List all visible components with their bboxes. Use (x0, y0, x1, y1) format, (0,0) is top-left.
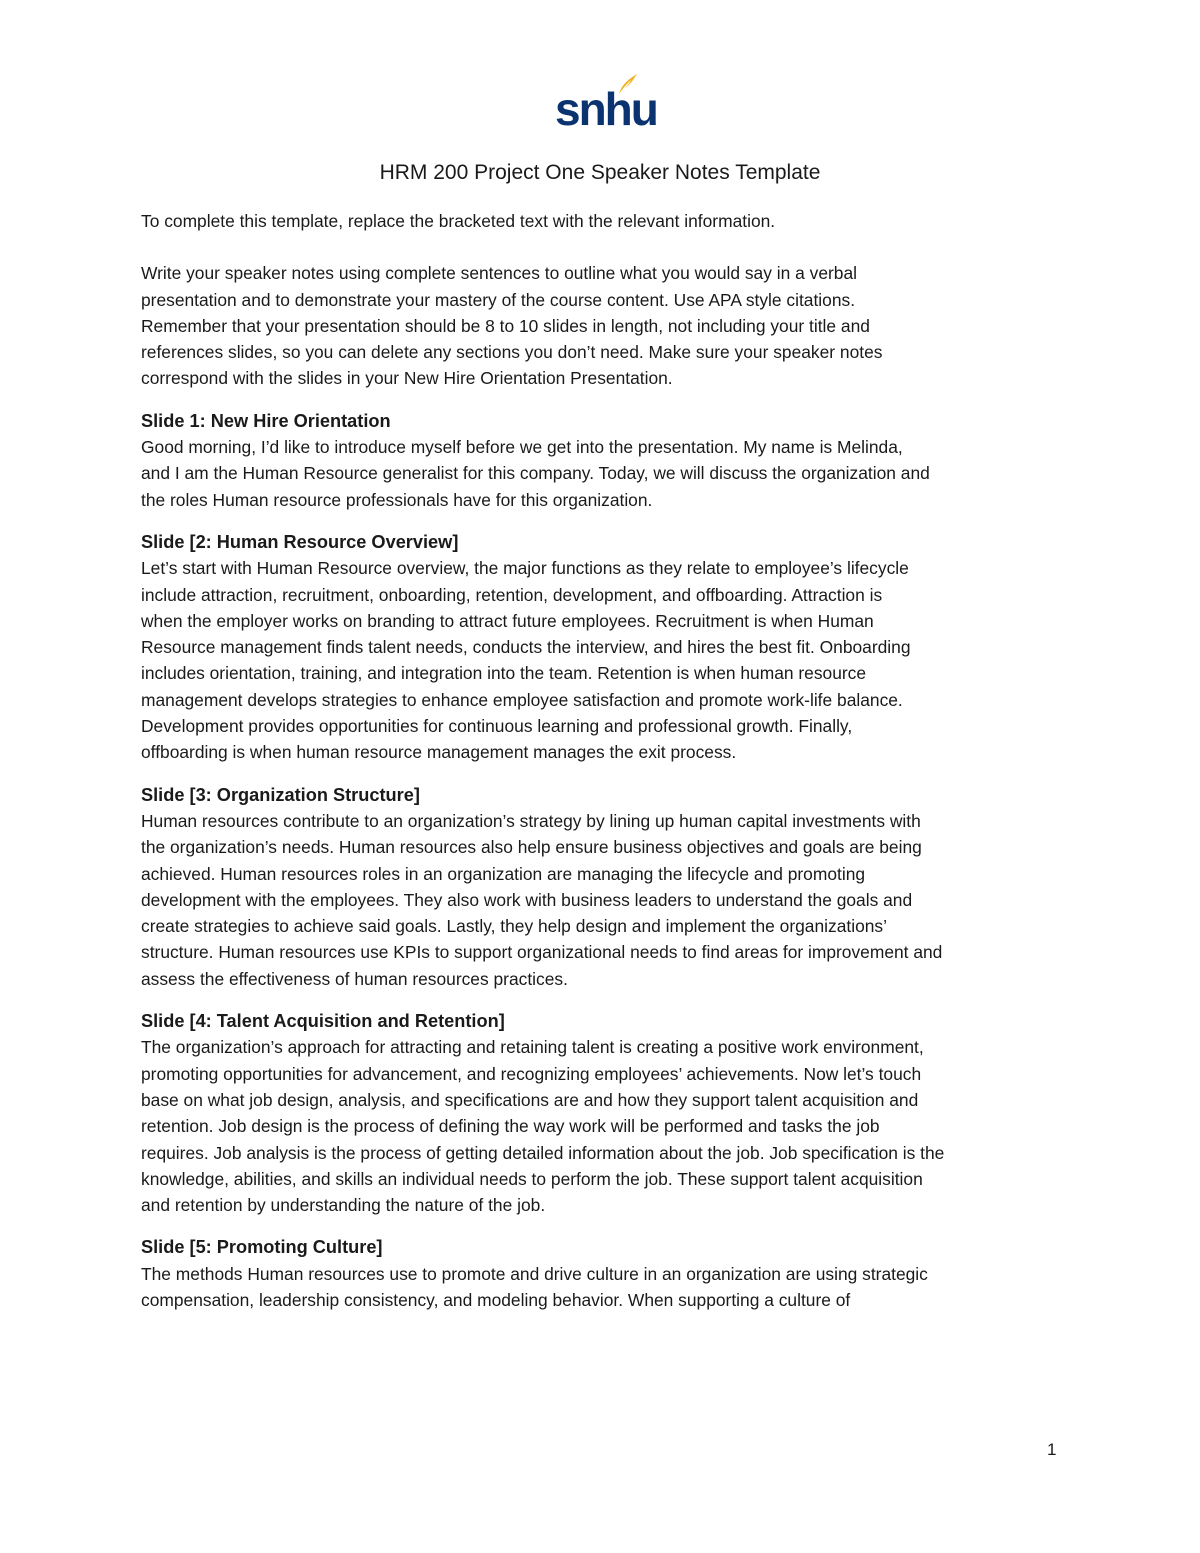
text-line: base on what job design, analysis, and specifications are and how they support talent acquisition and (141, 1089, 919, 1110)
document-title: HRM 200 Project One Speaker Notes Template (379, 161, 821, 184)
text-line: The methods Human resources use to promote and drive culture in an organization are using strategic (141, 1263, 928, 1284)
section-body (141, 1261, 1061, 1314)
text-line: offboarding is when human resource management manages the exit process. (141, 742, 737, 763)
text-line: references slides, so you can delete any sections you don’t need. Make sure your speaker notes (141, 342, 883, 363)
text-line: includes orientation, training, and integration into the team. Retention is when human resource (141, 663, 867, 684)
text-line: when the employer works on branding to attract future employees. Recruitment is when Human (141, 610, 874, 631)
text-line: development with the employees. They also work with business leaders to understand the goals and (141, 889, 913, 910)
section-heading: Slide [4: Talent Acquisition and Retention] (141, 1011, 505, 1032)
text-line: knowledge, abilities, and skills an individual needs to perform the job. These support talent acquisition (141, 1168, 923, 1189)
text-line: assess the effectiveness of human resources practices. (141, 968, 568, 989)
text-line: create strategies to achieve said goals. Lastly, they help design and implement the organizations’ (141, 916, 887, 937)
text-line: and I am the Human Resource generalist for this company. Today, we will discuss the organization and (141, 463, 930, 484)
snhu-logo (555, 72, 657, 135)
section-slide-2 (141, 529, 1061, 766)
section-body (141, 434, 1061, 513)
section-heading: Slide [5: Promoting Culture] (141, 1237, 383, 1258)
text-line: The organization’s approach for attracting and retaining talent is creating a positive work environment, (141, 1037, 924, 1058)
text-line: retention. Job design is the process of defining the way work will be performed and tasks the job (141, 1116, 880, 1137)
text-line: Resource management finds talent needs, conducts the interview, and hires the best fit. Onboarding (141, 637, 911, 658)
intro-guidance (141, 260, 1061, 391)
section-heading: Slide [2: Human Resource Overview] (141, 531, 459, 552)
section-slide-1 (141, 408, 1061, 513)
section-slide-5 (141, 1234, 1061, 1313)
section-body (141, 808, 1061, 992)
section-heading: Slide [3: Organization Structure] (141, 784, 420, 805)
text-line: the roles Human resource professionals have for this organization. (141, 489, 653, 510)
section-body (141, 1034, 1061, 1218)
text-line: achieved. Human resources roles in an organization are managing the lifecycle and promoting (141, 863, 866, 884)
intro-instructions (141, 208, 1061, 234)
text-line: correspond with the slides in your New Hire Orientation Presentation. (141, 368, 673, 389)
section-slide-3 (141, 782, 1061, 992)
text-line: management develops strategies to enhance employee satisfaction and promote work-life balance. (141, 689, 903, 710)
section-slide-4 (141, 1008, 1061, 1218)
document-body (141, 208, 1061, 1313)
text-line: compensation, leadership consistency, and modeling behavior. When supporting a culture of (141, 1289, 851, 1310)
text-line: Human resources contribute to an organization’s strategy by lining up human capital investments with (141, 810, 921, 831)
text-line: presentation and to demonstrate your mastery of the course content. Use APA style citations. (141, 289, 856, 310)
section-body (141, 555, 1061, 765)
section-heading: Slide 1: New Hire Orientation (141, 410, 391, 431)
text-line: Development provides opportunities for continuous learning and professional growth. Finally, (141, 716, 853, 737)
text-line: promoting opportunities for advancement, and recognizing employees’ achievements. Now let’s touch (141, 1063, 922, 1084)
text-line: the organization’s needs. Human resources also help ensure business objectives and goals are being (141, 837, 922, 858)
text-line: and retention by understanding the nature of the job. (141, 1195, 546, 1216)
text-line: structure. Human resources use KPIs to support organizational needs to find areas for improvement and (141, 942, 943, 963)
page-number: 1 (1047, 1440, 1057, 1459)
text-line: Remember that your presentation should be 8 to 10 slides in length, not including your title and (141, 315, 870, 336)
text-line: requires. Job analysis is the process of getting detailed information about the job. Job specification is the (141, 1142, 945, 1163)
text-line: To complete this template, replace the bracketed text with the relevant information. (141, 211, 776, 231)
logo-wordmark: snhu (555, 83, 657, 135)
text-line: Let’s start with Human Resource overview, the major functions as they relate to employee’s lifecycle (141, 558, 909, 579)
flame-icon (615, 72, 639, 96)
text-line: include attraction, recruitment, onboarding, retention, development, and offboarding. Attraction is (141, 584, 883, 605)
text-line: Good morning, I’d like to introduce myself before we get into the presentation. My name is Melinda, (141, 437, 903, 458)
text-line: Write your speaker notes using complete sentences to outline what you would say in a verbal (141, 263, 857, 284)
